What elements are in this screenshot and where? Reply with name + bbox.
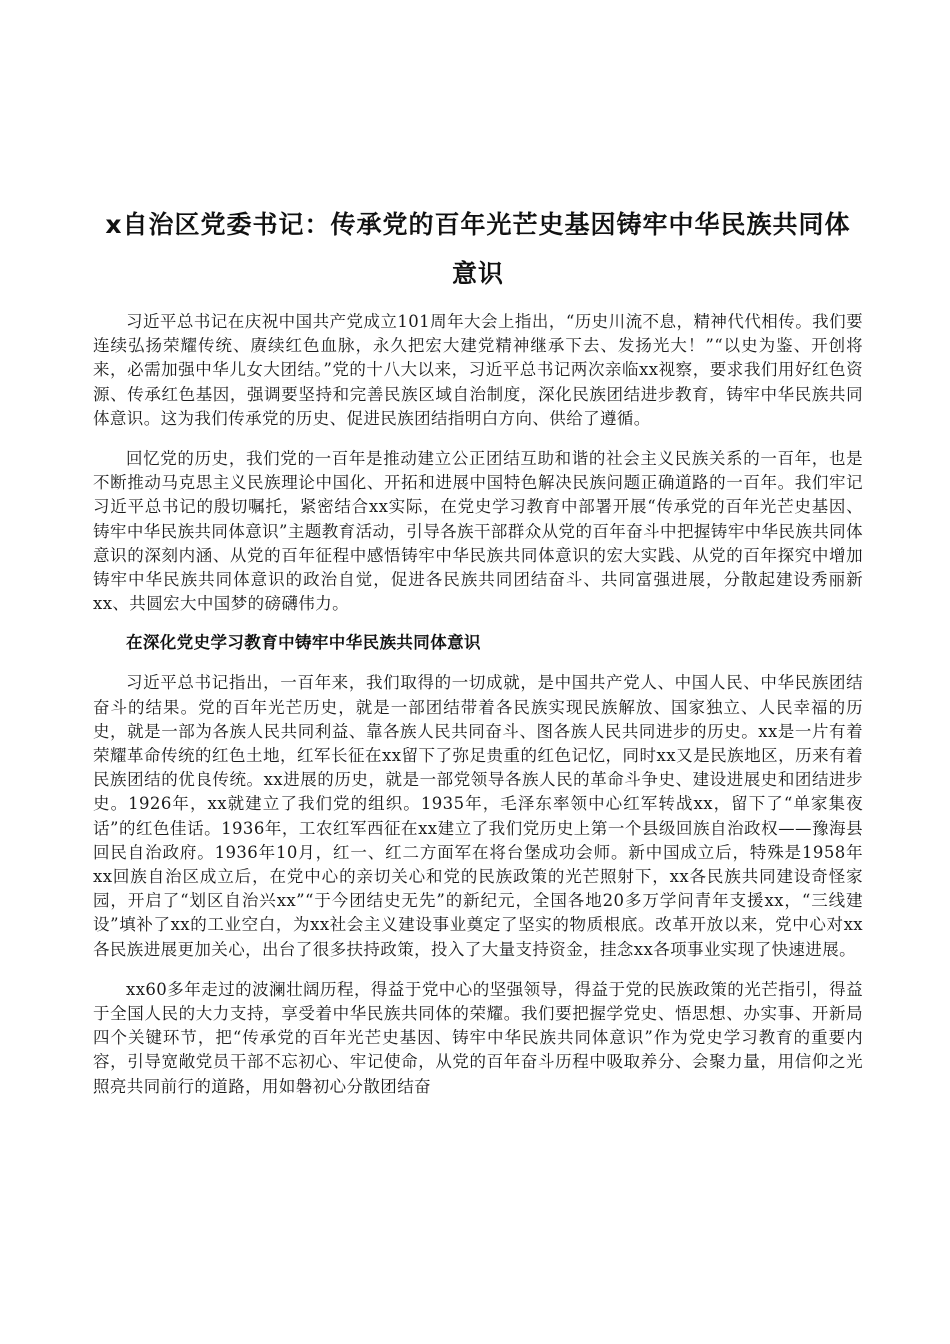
section-paragraph: xx60多年走过的波澜壮阔历程，得益于党中心的坚强领导，得益于党的民族政策的光芒指引，得益于全国人民的大力支持，享受着中华民族共同体的荣耀。我们要把握学党史、悟思想、办实事、开新局四个关键环节，把“传承党的百年光芒史基因、铸牢中华民族共同体意识”作为党史学习教育的重要内容，引导宽敞党员干部不忘初心、牢记使命，从党的百年奋斗历程中吸取养分、会聚力量，用信仰之光照亮共同前行的道路，用如磐初心分散团结奋 [93,979,863,1096]
section-paragraph: 习近平总书记指出，一百年来，我们取得的一切成就，是中国共产党人、中国人民、中华民族团结奋斗的结果。党的百年光芒历史，就是一部团结带着各民族实现民族解放、国家独立、人民幸福的历史，就是一部为各族人民共同利益、靠各族人民共同奋斗、图各族人民共同进步的历史。xx是一片有着荣耀革命传统的红色土地，红军长征在xx留下了弥足贵重的红色记忆，同时xx又是民族地区，历来有着民族团结的优良传统。xx进展的历史，就是一部党领导各族人民的革命斗争史、建设进展史和团结进步史。1926年，xx就建立了我们党的组织。1935年，毛泽东率领中心红军转战xx，留下了“单家集夜话”的红色佳话。1936年，工农红军西征在xx建立了我们党历史上第一个县级回族自治政权——豫海县回民自治政府。1936年10月，红一、红二方面军在将台堡成功会师。新中国成立后，特殊是1958年xx回族自治区成立后，在党中心的亲切关心和党的民族政策的光芒照射下，xx各民族共同建设奇怪家园，开启了“划区自治兴xx”“于今团结史无先”的新纪元，全国各地20多万学问青年支援xx，“三线建设”填补了xx的工业空白，为xx社会主义建设事业奠定了坚实的物质根底。改革开放以来，党中心对xx各民族进展更加关心，出台了很多扶持政策，投入了大量支持资金，挂念xx各项事业实现了快速进展。 [93,673,863,959]
section-heading: 在深化党史学习教育中铸牢中华民族共同体意识 [126,633,481,653]
intro-paragraph: 习近平总书记在庆祝中国共产党成立101周年大会上指出，“历史川流不息，精神代代相传。我们要连续弘扬荣耀传统、赓续红色血脉，永久把宏大建党精神继承下去、发扬光大！”“以史为鉴、开创将来，必需加强中华儿女大团结。”党的十八大以来，习近平总书记两次亲临xx视察，要求我们用好红色资源、传承红色基因，强调要坚持和完善民族区域自治制度，深化民族团结进步教育，铸牢中华民族共同体意识。这为我们传承党的历史、促进民族团结指明白方向、供给了遵循。 [93,312,863,428]
history-paragraph: 回忆党的历史，我们党的一百年是推动建立公正团结互助和谐的社会主义民族关系的一百年，也是不断推动马克思主义民族理论中国化、开拓和进展中国特色解决民族问题正确道路的一百年。我们牢记习近平总书记的殷切嘱托，紧密结合xx实际，在党史学习教育中部署开展“传承党的百年光芒史基因、铸牢中华民族共同体意识”主题教育活动，引导各族干部群众从党的百年奋斗中把握铸牢中华民族共同体意识的深刻内涵、从党的百年征程中感悟铸牢中华民族共同体意识的宏大实践、从党的百年探究中增加铸牢中华民族共同体意识的政治自觉，促进各民族共同团结奋斗、共同富强进展，分散起建设秀丽新xx、共圆宏大中国梦的磅礴伟力。 [93,449,863,614]
document-page [93,200,863,1099]
document-title: x自治区党委书记：传承党的百年光芒史基因铸牢中华民族共同体意识 [105,210,851,288]
